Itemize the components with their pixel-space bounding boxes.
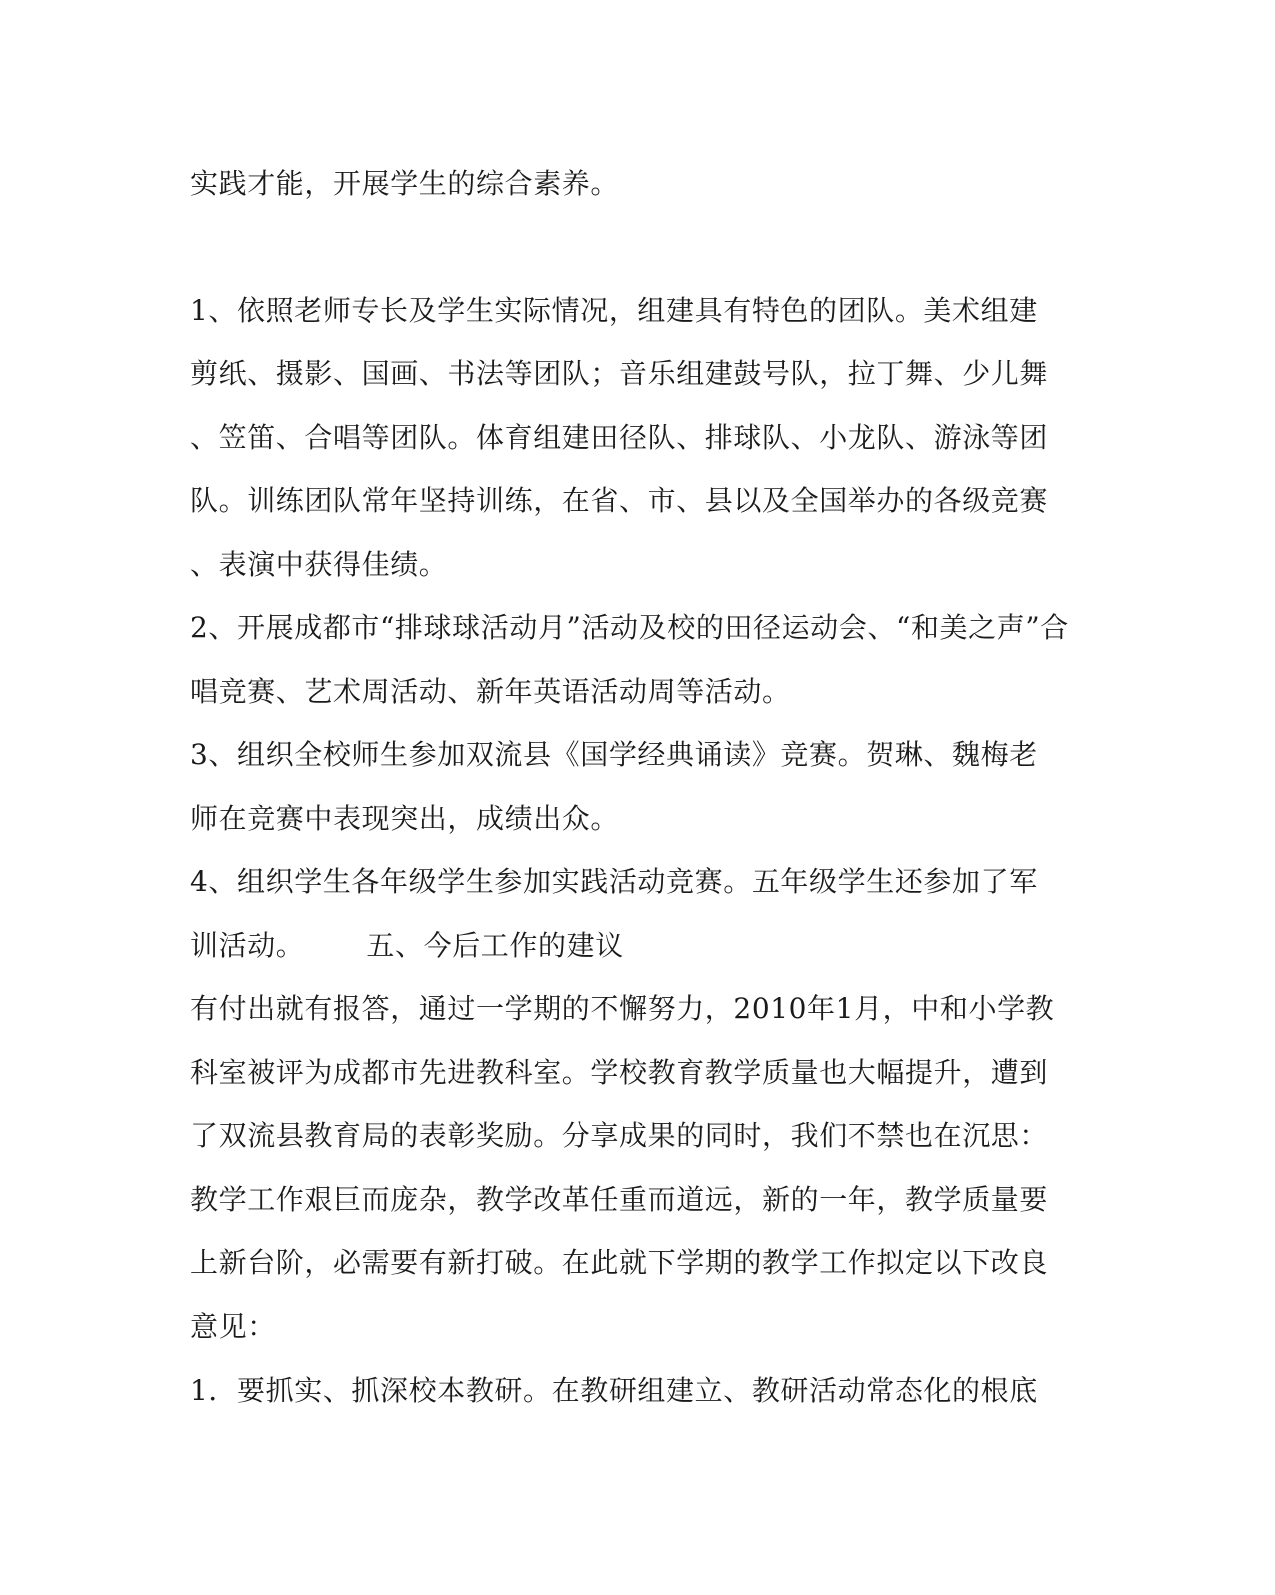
section-heading: 五、今后工作的建议 (366, 929, 624, 962)
text-line: 2、开展成都市“排球球活动月”活动及校的田径运动会、“和美之声”合 (190, 611, 1069, 644)
text-line: 4、组织学生各年级学生参加实践活动竞赛。五年级学生还参加了军 (190, 865, 1038, 898)
text-line: 师在竞赛中表现突出，成绩出众。 (190, 802, 620, 835)
text-line: 剪纸、摄影、国画、书法等团队；音乐组建鼓号队，拉丁舞、少儿舞 (190, 357, 1049, 390)
text-line: 1、依照老师专长及学生实际情况，组建具有特色的团队。美术组建 (190, 294, 1038, 327)
text-line: 实践才能，开展学生的综合素养。 (190, 167, 620, 200)
text-line: 上新台阶，必需要有新打破。在此就下学期的教学工作拟定以下改良 (190, 1246, 1049, 1279)
text-line: 1．要抓实、抓深校本教研。在教研组建立、教研活动常态化的根底 (190, 1374, 1038, 1407)
text-line: 教学工作艰巨而庞杂，教学改革任重而道远，新的一年，教学质量要 (190, 1183, 1049, 1216)
text-line: 3、组织全校师生参加双流县《国学经典诵读》竞赛。贺琳、魏梅老 (190, 738, 1038, 771)
text-line-end: 训活动。 (190, 929, 305, 962)
text-line: 、笠笛、合唱等团队。体育组建田径队、排球队、小龙队、游泳等团 (190, 421, 1049, 454)
text-line-with-heading (190, 928, 1070, 964)
text-line: 了双流县教育局的表彰奖励。分享成果的同时，我们不禁也在沉思： (190, 1119, 1049, 1152)
text-line: 队。训练团队常年坚持训练，在省、市、县以及全国举办的各级竞赛 (190, 484, 1049, 517)
text-line: 科室被评为成都市先进教科室。学校教育教学质量也大幅提升，遭到 (190, 1056, 1049, 1089)
text-line: 、表演中获得佳绩。 (190, 548, 448, 581)
text-line: 意见： (190, 1310, 276, 1343)
text-line: 有付出就有报答，通过一学期的不懈努力，2010年1月，中和小学教 (190, 992, 1055, 1025)
text-line: 唱竞赛、艺术周活动、新年英语活动周等活动。 (190, 675, 791, 708)
